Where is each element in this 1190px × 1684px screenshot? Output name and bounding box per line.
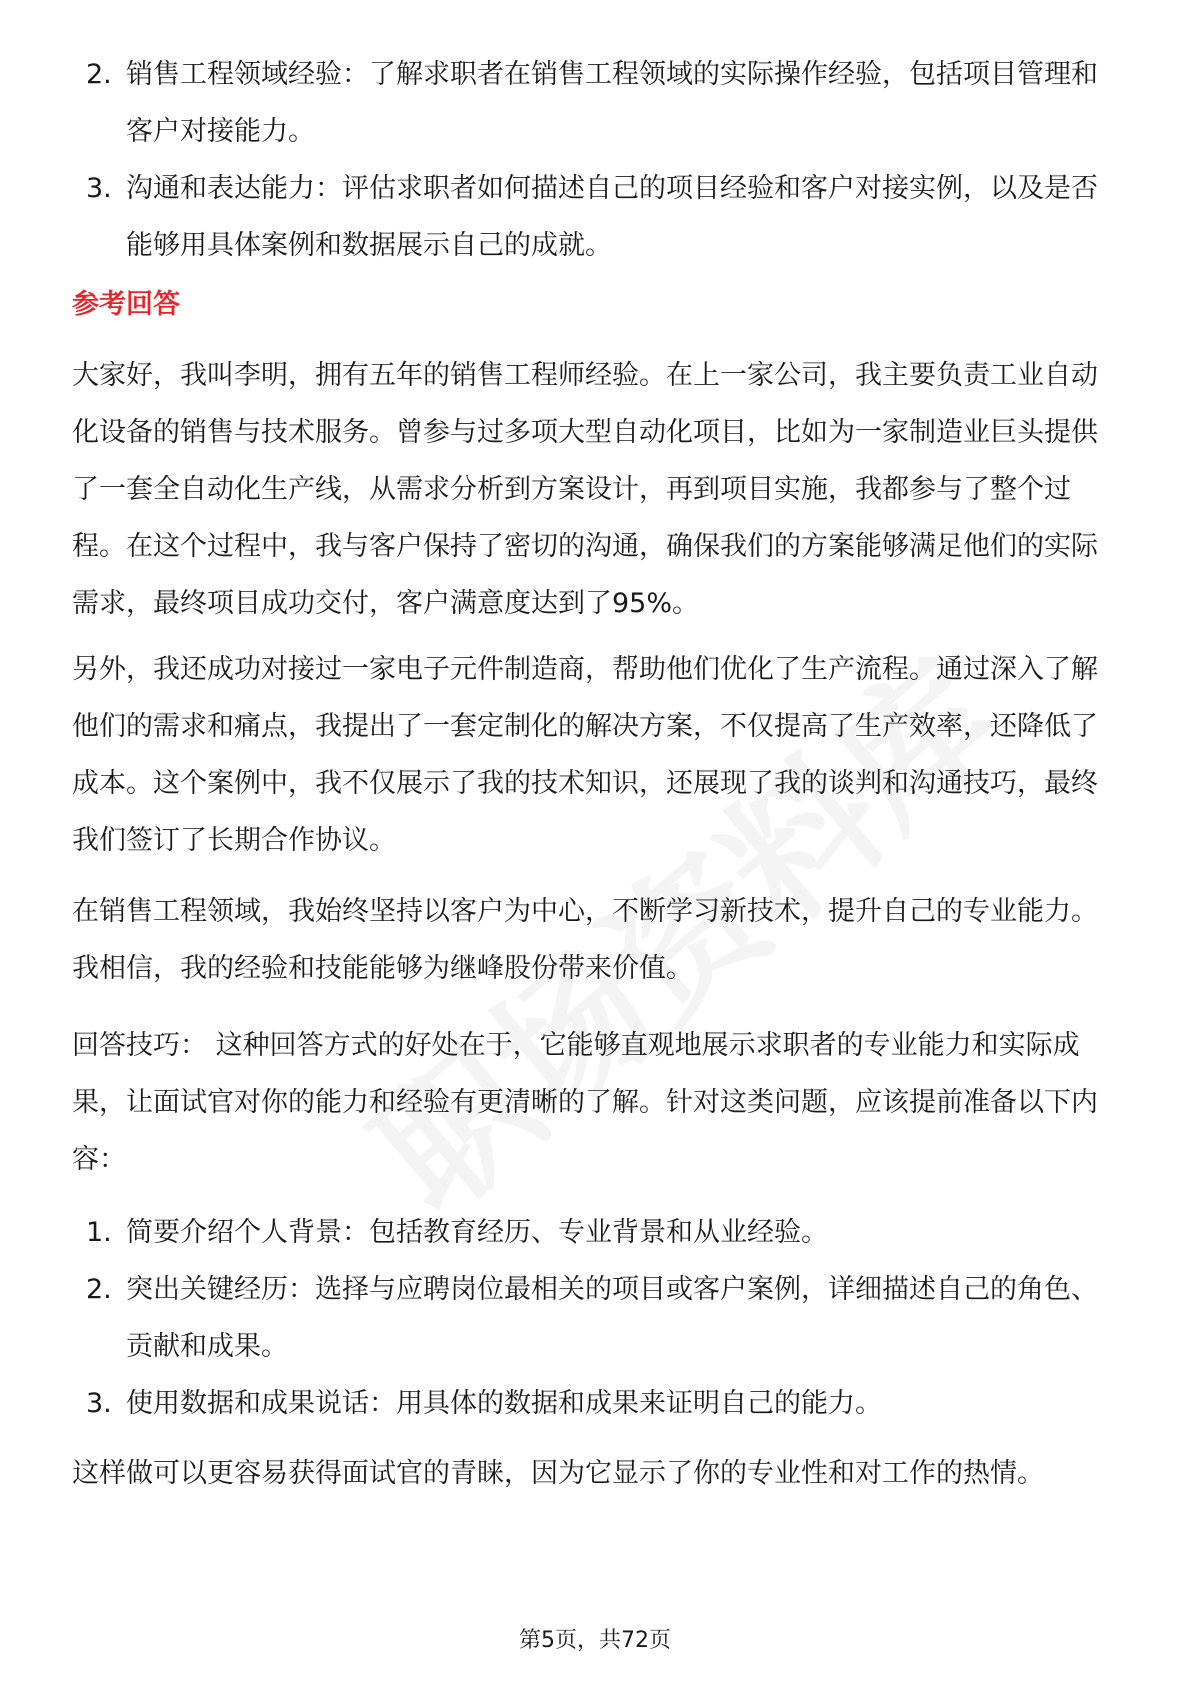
closing-paragraph: 这样做可以更容易获得面试官的青睐，因为它显示了你的专业性和对工作的热情。 <box>72 1458 1044 1489</box>
list-item-text: 沟通和表达能力：评估求职者如何描述自己的项目经验和客户对接实例，以及是否能够用具体案例和数据展示自己的成就。 <box>126 173 1098 261</box>
list-item-number: 3. <box>86 173 112 204</box>
list-item <box>72 1261 1124 1375</box>
list-item-text: 使用数据和成果说话：用具体的数据和成果来证明自己的能力。 <box>126 1388 882 1419</box>
page-number: 第5页，共72页 <box>519 1628 671 1653</box>
answer-paragraph-3: 在销售工程领域，我始终坚持以客户为中心，不断学习新技术，提升自己的专业能力。我相信，我的经验和技能能够为继峰股份带来价值。 <box>72 896 1098 984</box>
list-item-number: 1. <box>86 1217 112 1248</box>
list-item-text: 突出关键经历：选择与应聘岗位最相关的项目或客户案例，详细描述自己的角色、贡献和成果。 <box>126 1274 1098 1362</box>
list-item-number: 2. <box>86 1274 112 1305</box>
tips-list <box>72 1204 1124 1432</box>
answer-paragraph-2: 另外，我还成功对接过一家电子元件制造商，帮助他们优化了生产流程。通过深入了解他们的需求和痛点，我提出了一套定制化的解决方案，不仅提高了生产效率，还降低了成本。这个案例中，我不仅展示了我的技术知识，还展现了我的谈判和沟通技巧，最终我们签订了长期合作协议。 <box>72 654 1098 856</box>
list-item <box>72 1204 1124 1261</box>
tips-paragraph: 回答技巧： 这种回答方式的好处在于，它能够直观地展示求职者的专业能力和实际成果，让面试官对你的能力和经验有更清晰的了解。针对这类问题，应该提前准备以下内容： <box>72 1030 1098 1175</box>
list-item-text: 销售工程领域经验：了解求职者在销售工程领域的实际操作经验，包括项目管理和客户对接能力。 <box>126 59 1098 147</box>
list-item-number: 3. <box>86 1388 112 1419</box>
list-item-text: 简要介绍个人背景：包括教育经历、专业背景和从业经验。 <box>126 1217 828 1248</box>
answer-paragraph-1: 大家好，我叫李明，拥有五年的销售工程师经验。在上一家公司，我主要负责工业自动化设备的销售与技术服务。曾参与过多项大型自动化项目，比如为一家制造业巨头提供了一套全自动化生产线，从需求分析到方案设计，再到项目实施，我都参与了整个过程。在这个过程中，我与客户保持了密切的沟通，确保我们的方案能够满足他们的实际需求，最终项目成功交付，客户满意度达到了95%。 <box>72 360 1098 619</box>
list-item <box>72 160 1124 274</box>
evaluation-list <box>72 46 1124 274</box>
list-item <box>72 1375 1124 1432</box>
section-heading: 参考回答 <box>72 289 180 320</box>
list-item <box>72 46 1124 160</box>
list-item-number: 2. <box>86 59 112 90</box>
